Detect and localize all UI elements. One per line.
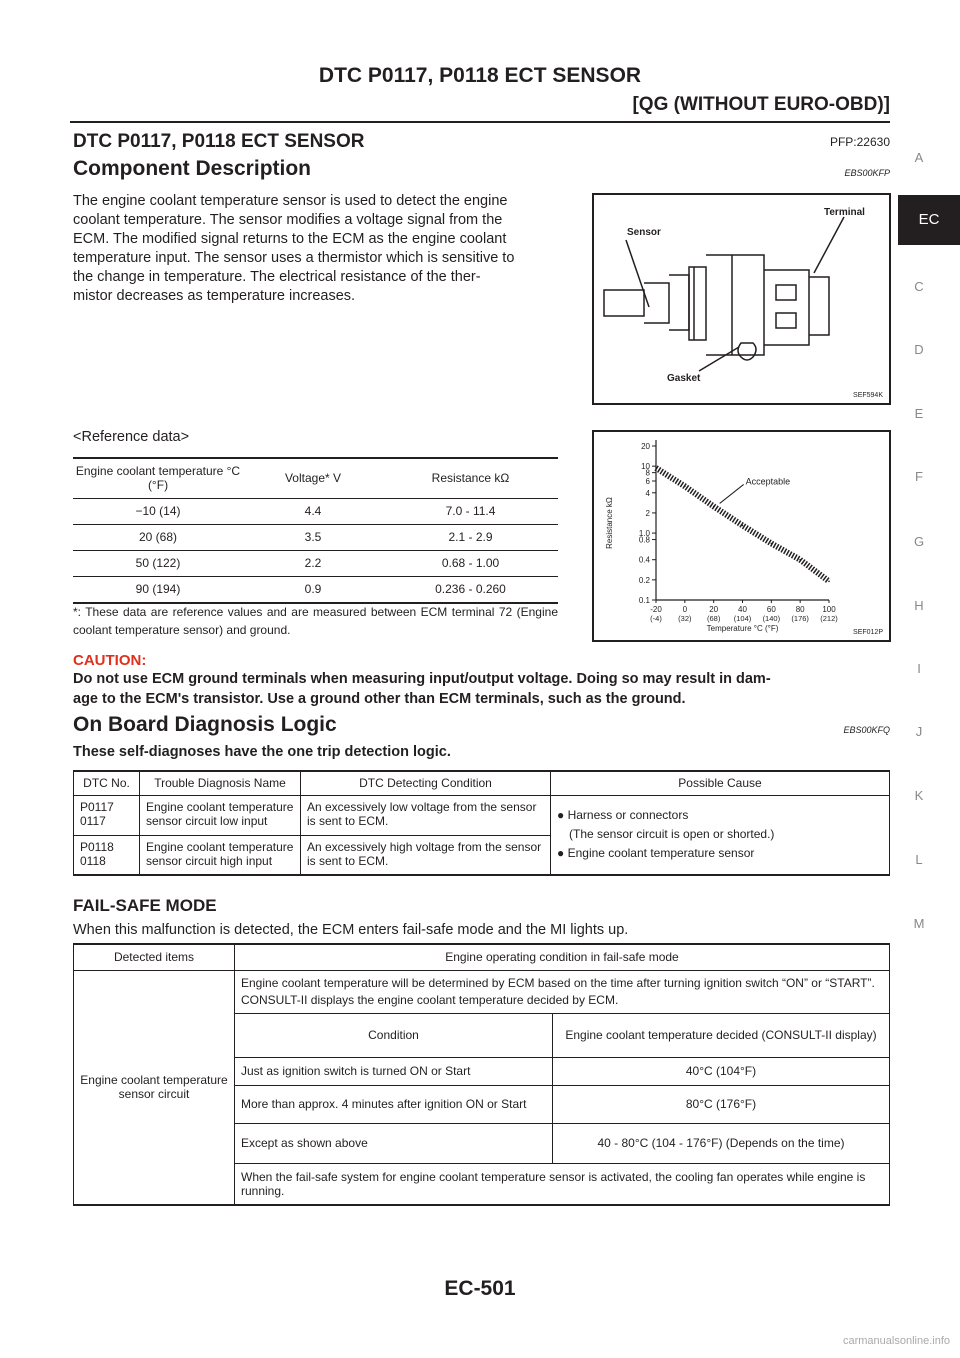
obd-code: EBS00KFQ <box>843 725 890 735</box>
x-tick-label-f: (140) <box>762 614 781 623</box>
table-row: Just as ignition switch is turned ON or Start 40°C (104°F) <box>74 1057 890 1085</box>
table-row: P0117 0117 Engine coolant temperature sensor circuit low input An excessively low voltage from the sensor is sent to ECM. ● Harness or connectors (The sensor circuit is open or shorted.) ● Engine coolant temperature sensor <box>74 795 890 835</box>
ref-header: Resistance kΩ <box>383 458 558 498</box>
x-tick-label: 0 <box>682 605 688 614</box>
y-tick-label: 6 <box>645 476 650 486</box>
x-axis-label: Temperature °C (°F) <box>706 624 779 633</box>
y-tick-label: 0.8 <box>638 535 650 545</box>
sidebar-letter-m[interactable]: M <box>913 916 925 931</box>
sidebar-letter-f[interactable]: F <box>915 469 923 484</box>
table-row: 90 (194) 0.9 0.236 - 0.260 <box>73 576 558 603</box>
table-row: P0118 0118 Engine coolant temperature sensor circuit high input An excessively high voltage from the sensor is sent to ECM. <box>74 835 890 875</box>
y-tick-label: 20 <box>641 442 650 451</box>
label-sensor: Sensor <box>627 227 661 238</box>
dtc-header: Possible Cause <box>551 771 890 795</box>
data-point <box>684 485 686 487</box>
reference-footnote: *: These data are reference values and are measured between ECM terminal 72 (Engine coolant temperature sensor) and ground. <box>73 605 558 637</box>
sidebar-letter-g[interactable]: G <box>913 534 925 549</box>
resistance-chart-figure <box>592 430 891 642</box>
data-point <box>771 543 773 545</box>
caution-label: CAUTION: <box>73 652 147 669</box>
obd-heading: On Board Diagnosis Logic <box>73 713 337 736</box>
x-tick-label: 60 <box>766 605 776 614</box>
sidebar-letter-i[interactable]: I <box>917 661 921 676</box>
sensor-drawing <box>594 195 889 403</box>
resistance-chart <box>594 432 889 640</box>
y-tick-label: 0.2 <box>638 575 650 585</box>
y-tick-label: 1.0 <box>638 529 650 539</box>
sidebar-letter-j[interactable]: J <box>915 724 923 739</box>
label-terminal: Terminal <box>824 207 865 218</box>
x-tick-label-f: (104) <box>733 614 752 623</box>
x-tick-label: 40 <box>738 605 747 614</box>
x-tick-label-f: (-4) <box>650 614 662 623</box>
table-row: 20 (68) 3.5 2.1 - 2.9 <box>73 524 558 550</box>
obd-intro: These self-diagnoses have the one trip detection logic. <box>73 744 451 760</box>
sidebar-letter-k[interactable]: K <box>914 788 924 803</box>
detected-item: Engine coolant temperature sensor circuit <box>74 970 235 1205</box>
fig1-code: SEF594K <box>853 392 883 399</box>
acceptable-label: Acceptable <box>745 476 791 487</box>
x-tick-label-f: (32) <box>678 614 692 623</box>
y-tick-label: 10 <box>641 462 650 472</box>
x-tick-label: -20 <box>650 605 662 614</box>
dtc-header: DTC No. <box>74 771 140 795</box>
table-row: More than approx. 4 minutes after ignition ON or Start 80°C (176°F) <box>74 1085 890 1123</box>
sidebar-letter-l[interactable]: L <box>915 852 923 867</box>
reference-table <box>73 457 558 604</box>
component-code: EBS00KFP <box>844 168 890 178</box>
component-heading: Component Description <box>73 157 312 180</box>
data-point <box>713 506 715 508</box>
sidebar-letter-d[interactable]: D <box>914 342 924 357</box>
acceptable-leader <box>720 484 744 503</box>
y-tick-label: 4 <box>645 488 650 498</box>
table-row: −10 (14) 4.4 7.0 - 11.4 <box>73 498 558 524</box>
fs-header: Engine operating condition in fail-safe mode <box>235 944 890 970</box>
x-tick-label: 80 <box>795 605 805 614</box>
x-tick-label: 100 <box>822 605 836 614</box>
fig2-code: SEF012P <box>853 629 883 636</box>
y-tick-label: 0.4 <box>638 555 650 565</box>
data-point <box>655 467 657 469</box>
data-point <box>799 559 801 561</box>
page-number: EC-501 <box>444 1277 516 1300</box>
watermark: carmanualsonline.info <box>842 1335 950 1347</box>
possible-cause: ● Harness or connectors (The sensor circuit is open or shorted.) ● Engine coolant temperature sensor <box>551 795 890 875</box>
label-gasket: Gasket <box>667 373 701 384</box>
x-tick-label-f: (68) <box>706 614 721 623</box>
y-tick-label: 0.1 <box>638 596 650 605</box>
failsafe-heading: FAIL-SAFE MODE <box>73 896 217 915</box>
failsafe-table <box>73 943 890 1206</box>
caution-text: Do not use ECM ground terminals when measuring input/output voltage. Doing so may result in dam- age to the ECM's transistor. Use a ground other than ECM terminals, such as the ground. <box>73 671 771 707</box>
failsafe-intro: When this malfunction is detected, the ECM enters fail-safe mode and the MI lights up. <box>73 922 629 938</box>
ref-header: Voltage* V <box>243 458 383 498</box>
component-text: The engine coolant temperature sensor is used to detect the engine coolant temperature. The sensor modifies a voltage signal from the ECM. The modified signal returns to the ECM as the engine coolant temperature input. The sensor uses a thermistor which is sensitive to the change in temperature. The electrical resistance of the ther- mistor decreases as temperature increases. <box>73 193 515 304</box>
sidebar-active-tab[interactable]: EC <box>898 195 960 245</box>
x-tick-label-f: (176) <box>791 614 809 623</box>
sidebar-letter-e[interactable]: E <box>914 406 924 421</box>
sidebar-letter-a[interactable]: A <box>914 150 924 165</box>
dtc-header: DTC Detecting Condition <box>301 771 551 795</box>
data-point <box>828 581 830 583</box>
dtc-header: Trouble Diagnosis Name <box>140 771 301 795</box>
table-row: Engine coolant temperature sensor circuit Engine coolant temperature will be determined by ECM based on the time after turning ignition switch “ON” or “START”. CONSULT-II displays the engine coolant temperature decided by ECM. <box>74 970 890 1013</box>
y-axis-label: Resistance kΩ <box>605 497 614 549</box>
pfp-code: PFP:22630 <box>829 135 890 149</box>
sidebar-letter-c[interactable]: C <box>914 279 924 294</box>
y-tick-label: 8 <box>645 468 650 478</box>
table-row: Except as shown above 40 - 80°C (104 - 176°F) (Depends on the time) <box>74 1123 890 1163</box>
table-row: When the fail-safe system for engine coolant temperature sensor is activated, the cooling fan operates while engine is running. <box>74 1163 890 1205</box>
table-row: 50 (122) 2.2 0.68 - 1.00 <box>73 550 558 576</box>
x-tick-label: 20 <box>709 605 719 614</box>
x-tick-label-f: (212) <box>820 614 838 623</box>
dtc-table <box>73 770 890 876</box>
header-subtitle: [QG (WITHOUT EURO-OBD)] <box>632 94 890 115</box>
y-tick-label: 2 <box>645 508 650 518</box>
data-point <box>742 525 744 527</box>
header-title: DTC P0117, P0118 ECT SENSOR <box>318 64 642 87</box>
fs-header: Detected items <box>74 944 235 970</box>
reference-title: <Reference data> <box>73 429 190 445</box>
header-rule <box>70 121 890 123</box>
table-row: Condition Engine coolant temperature decided (CONSULT-II display) <box>74 1013 890 1057</box>
section-title: DTC P0117, P0118 ECT SENSOR <box>73 131 365 152</box>
ref-header: Engine coolant temperature °C (°F) <box>73 458 243 498</box>
sensor-figure <box>592 193 891 405</box>
sidebar-letter-h[interactable]: H <box>914 598 924 613</box>
